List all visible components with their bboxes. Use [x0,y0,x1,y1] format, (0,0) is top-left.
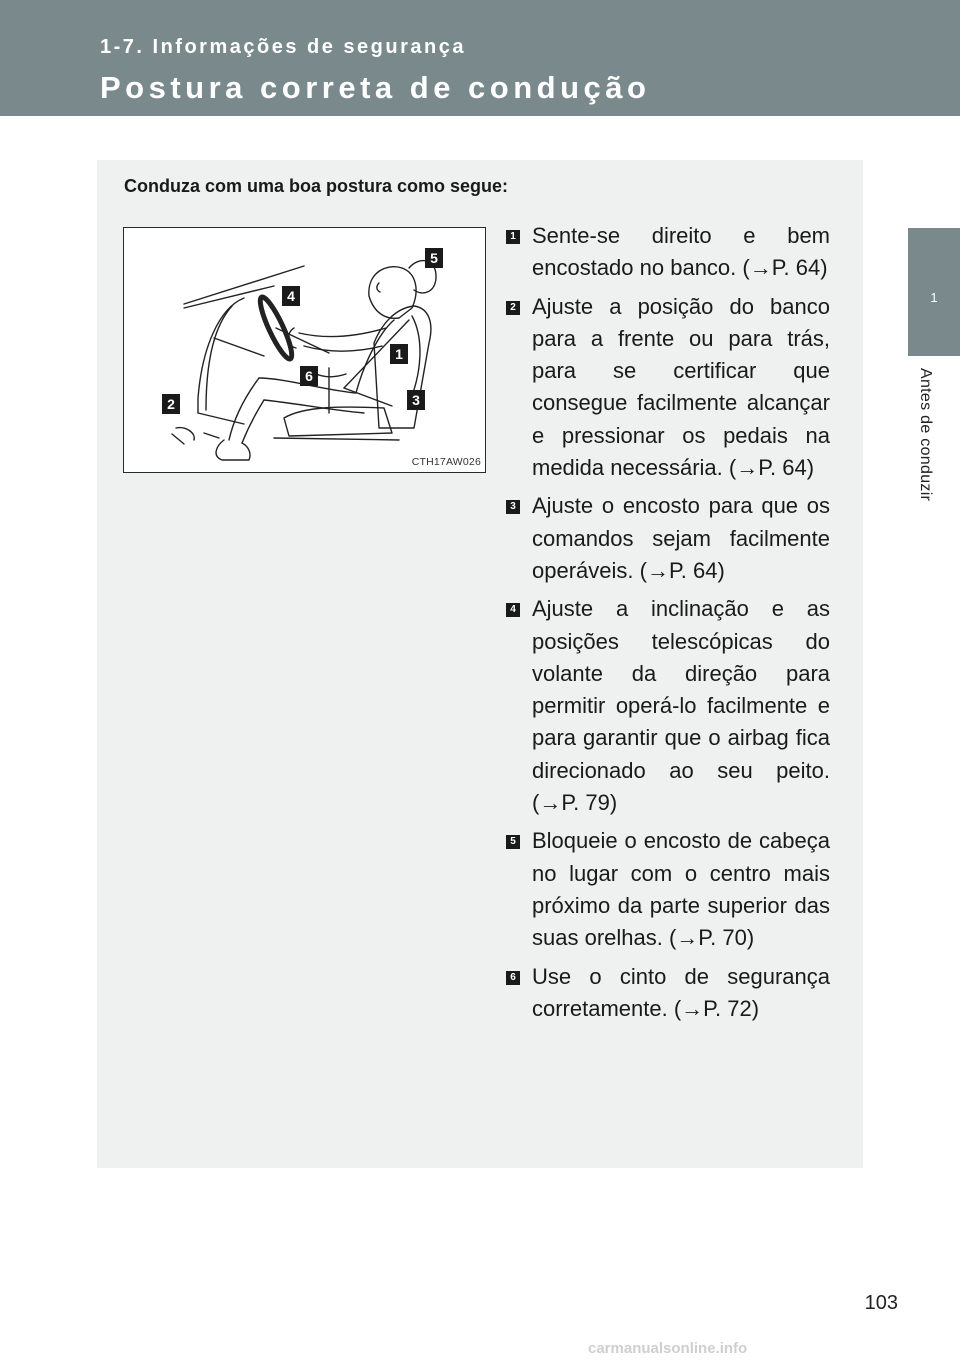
step-text: Bloqueie o encosto de cabeça no lugar com o centro mais próximo da parte superior das suas orelhas. (→P. 70) [532,828,830,951]
callout-1: 1 [395,346,403,362]
step-marker: 3 [506,500,520,514]
page-title: Postura correta de condução [100,70,651,105]
chapter-header [0,0,960,116]
page-number: 103 [864,1292,898,1314]
step-text: Ajuste a inclinação e as posições telescópicas do volante da direção para permitir operá-lo facilmente e para garantir que o airbag fica direcionado ao seu peito. (→P. 79) [532,596,830,816]
callout-2: 2 [167,396,175,412]
posture-steps-list [506,220,830,1031]
section-label: 1-7. Informações de segurança [100,36,466,58]
list-item [506,490,830,587]
step-text: Use o cinto de segurança corretamente. (→P. 72) [532,963,830,1021]
intro-text: Conduza com uma boa postura como segue: [124,176,509,196]
list-item [506,291,830,485]
driving-posture-illustration [123,227,486,473]
watermark[interactable]: carmanualsonline.info [588,1340,748,1357]
callout-6: 6 [305,368,313,384]
step-marker: 6 [506,971,520,985]
step-text: Sente-se direito e bem encostado no banco. (→P. 64) [532,223,830,281]
step-marker: 4 [506,603,520,617]
step-marker: 2 [506,301,520,315]
callout-5: 5 [430,250,438,266]
figure-code: CTH17AW026 [411,456,481,468]
step-text: Ajuste a posição do banco para a frente ou para trás, para se certificar que consegue facilmente alcançar e pressionar os pedais na medida necessária. (→P. 64) [532,293,830,481]
driver-seat-drawing [124,228,484,471]
list-item [506,961,830,1026]
chapter-tab-label: Antes de conduzir [917,368,934,502]
step-marker: 5 [506,835,520,849]
list-item [506,825,830,954]
list-item [506,593,830,819]
callout-4: 4 [287,288,295,304]
callout-3: 3 [412,392,420,408]
chapter-tab-number: 1 [930,290,938,305]
step-marker: 1 [506,230,520,244]
step-text: Ajuste o encosto para que os comandos sejam facilmente operáveis. (→P. 64) [532,493,830,583]
list-item [506,220,830,285]
